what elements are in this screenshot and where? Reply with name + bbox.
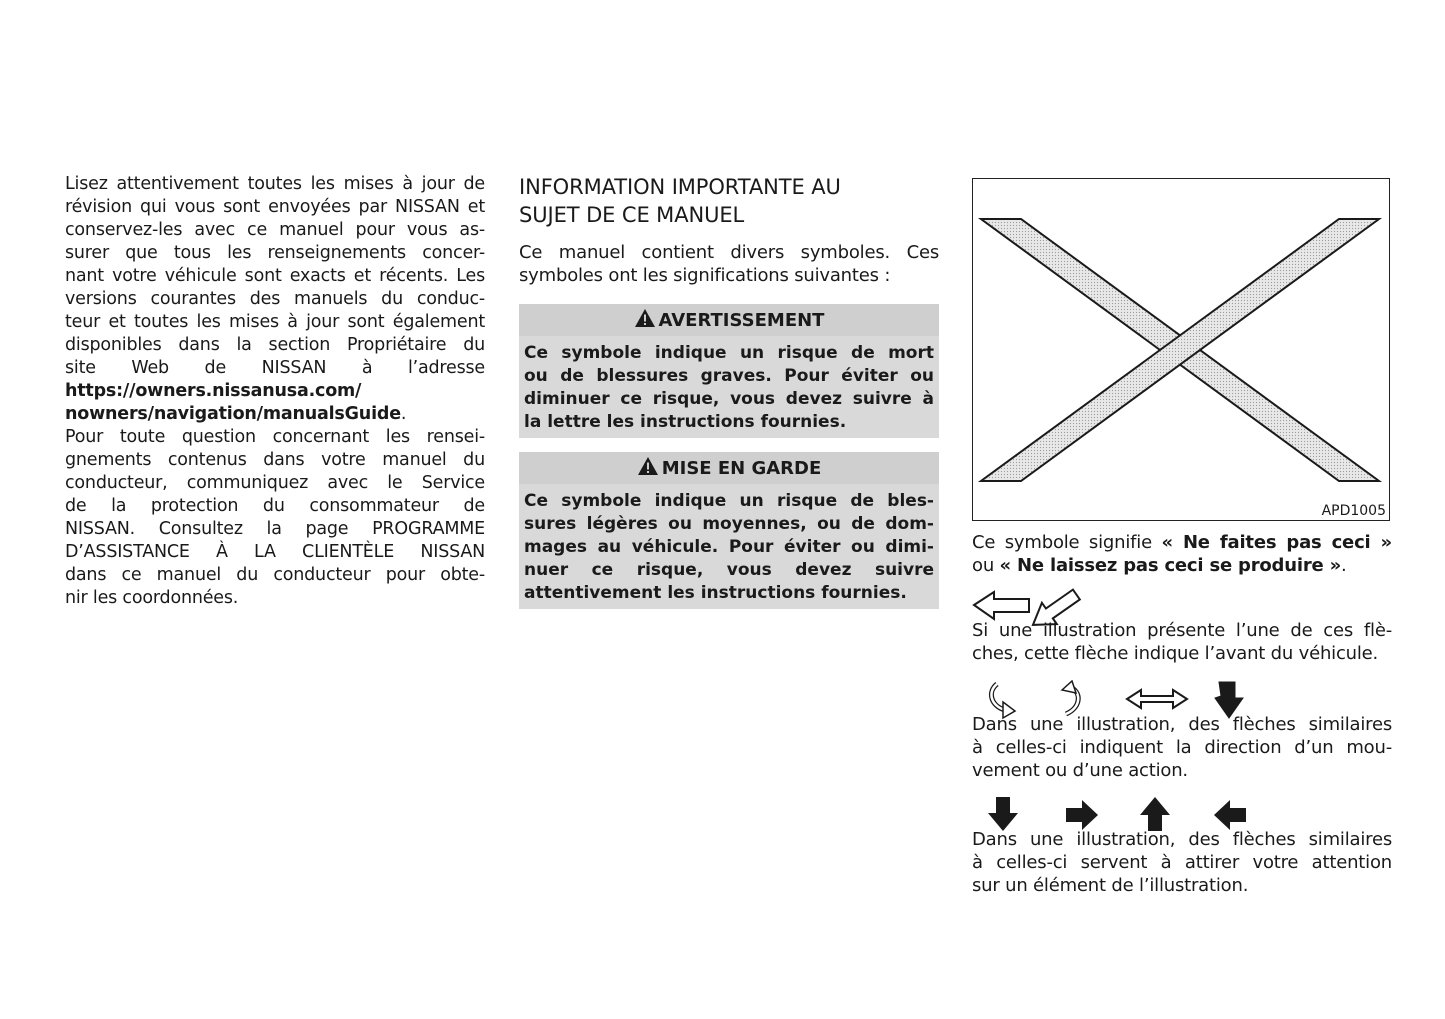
intro-paragraph: [519, 241, 939, 287]
double-arrow-icon: [1127, 690, 1187, 708]
url-period: .: [400, 404, 407, 424]
arrow-up-icon: [1140, 797, 1170, 831]
text-line: attentivement les instructions fournies.: [524, 583, 907, 603]
heading-line: INFORMATION IMPORTANTE AU: [519, 175, 841, 199]
owners-url-line1[interactable]: https://owners.nissanusa.com/: [65, 381, 362, 401]
text-line: NISSAN. Consultez la page PROGRAMME: [65, 519, 485, 539]
text-line: Lisez attentivement toutes les mises à jour de: [65, 174, 485, 194]
text-span: .: [1341, 555, 1347, 576]
middle-column: [519, 173, 939, 609]
text-line: Dans une illustration, des flèches similaires: [972, 829, 1392, 850]
cross-x-icon: [973, 179, 1388, 519]
text-line: ou de blessures graves. Pour éviter ou: [524, 366, 934, 386]
text-line: site Web de NISSAN à l’adresse: [65, 358, 485, 378]
text-line: sures légères ou moyennes, ou de dom-: [524, 514, 934, 534]
attention-arrow-description: [972, 828, 1392, 897]
warning-triangle-icon: [634, 308, 656, 333]
text-line: à celles-ci indiquent la direction d’un mou-: [972, 737, 1392, 758]
text-line: mages au véhicule. Pour éviter ou dimi-: [524, 537, 934, 557]
text-line: Ce symbole indique un risque de mort: [524, 343, 934, 363]
text-line: disponibles dans la section Propriétaire du: [65, 335, 485, 355]
text-line: [972, 554, 1392, 577]
arrow-down-icon: [988, 797, 1018, 831]
text-line: révision qui vous sont envoyées par NISSAN et: [65, 197, 485, 217]
bold-span: « Ne faites pas ceci »: [1161, 532, 1392, 553]
caution-box: [519, 452, 939, 609]
left-column: [65, 173, 485, 610]
text-line: Ce symbole indique un risque de bles-: [524, 491, 934, 511]
caution-title: MISE EN GARDE: [661, 457, 822, 479]
text-line: conducteur, communiquez avec le Service: [65, 473, 485, 493]
text-line: surer que tous les renseignements concer-: [65, 243, 485, 263]
text-line: Dans une illustration, des flèches similaires: [972, 714, 1392, 735]
text-line: à celles-ci servent à attirer votre attention: [972, 852, 1392, 873]
text-line: nuer ce risque, vous devez suivre: [524, 560, 934, 580]
text-line: versions courantes des manuels du conduc-: [65, 289, 485, 309]
text-line: gnements contenus dans votre manuel du: [65, 450, 485, 470]
owners-url-line2[interactable]: nowners/navigation/manualsGuide: [65, 404, 401, 424]
warning-box: [519, 304, 939, 438]
text-line: Pour toute question concernant les rensei-: [65, 427, 485, 447]
curved-arrow-up-icon: [1062, 681, 1078, 714]
prohibition-figure: [972, 178, 1390, 521]
text-line: de la protection du consommateur de: [65, 496, 485, 516]
arrow-right-icon: [1066, 800, 1098, 830]
text-span: ou: [972, 555, 1000, 576]
warning-triangle-icon: [637, 456, 659, 481]
text-line: conservez-les avec ce manuel pour vous as-: [65, 220, 485, 240]
section-heading: [519, 173, 939, 229]
text-line: Si une illustration présente l’une de ces flè-: [972, 620, 1392, 641]
symbol-meaning: [972, 531, 1392, 577]
text-line: D’ASSISTANCE À LA CLIENTÈLE NISSAN: [65, 542, 485, 562]
text-line: nir les coordonnées.: [65, 588, 239, 608]
text-line: Ce manuel contient divers symboles. Ces: [519, 242, 939, 263]
warning-title: AVERTISSEMENT: [658, 309, 825, 331]
text-line: la lettre les instructions fournies.: [524, 412, 847, 432]
questions-paragraph: [65, 426, 485, 610]
text-span: Ce symbole signifie: [972, 532, 1162, 553]
text-line: teur et toutes les mises à jour sont également: [65, 312, 485, 332]
front-left-arrow-icon: [974, 592, 1029, 619]
text-line: sur un élément de l’illustration.: [972, 875, 1249, 896]
text-line: vement ou d’une action.: [972, 760, 1188, 781]
text-line: symboles ont les significations suivantes :: [519, 265, 891, 286]
revision-paragraph: [65, 173, 485, 426]
front-arrow-description: [972, 619, 1392, 665]
bold-span: « Ne laissez pas ceci se produire »: [999, 555, 1342, 576]
text-line: nant votre véhicule sont exacts et récents. Les: [65, 266, 485, 286]
heading-line: SUJET DE CE MANUEL: [519, 203, 745, 227]
motion-arrow-description: [972, 713, 1392, 782]
owners-url-line2-wrap: [65, 403, 485, 426]
caution-title-bar: [519, 452, 939, 484]
caution-body: [519, 484, 939, 609]
figure-label: APD1005: [1321, 503, 1386, 519]
warning-body: [519, 336, 939, 438]
text-line: dans ce manuel du conducteur pour obte-: [65, 565, 485, 585]
text-line: [972, 531, 1392, 554]
text-line: ches, cette flèche indique l’avant du véhicule.: [972, 643, 1379, 664]
arrow-left-icon: [1214, 800, 1246, 830]
warning-title-bar: [519, 304, 939, 336]
text-line: diminuer ce risque, vous devez suivre à: [524, 389, 934, 409]
